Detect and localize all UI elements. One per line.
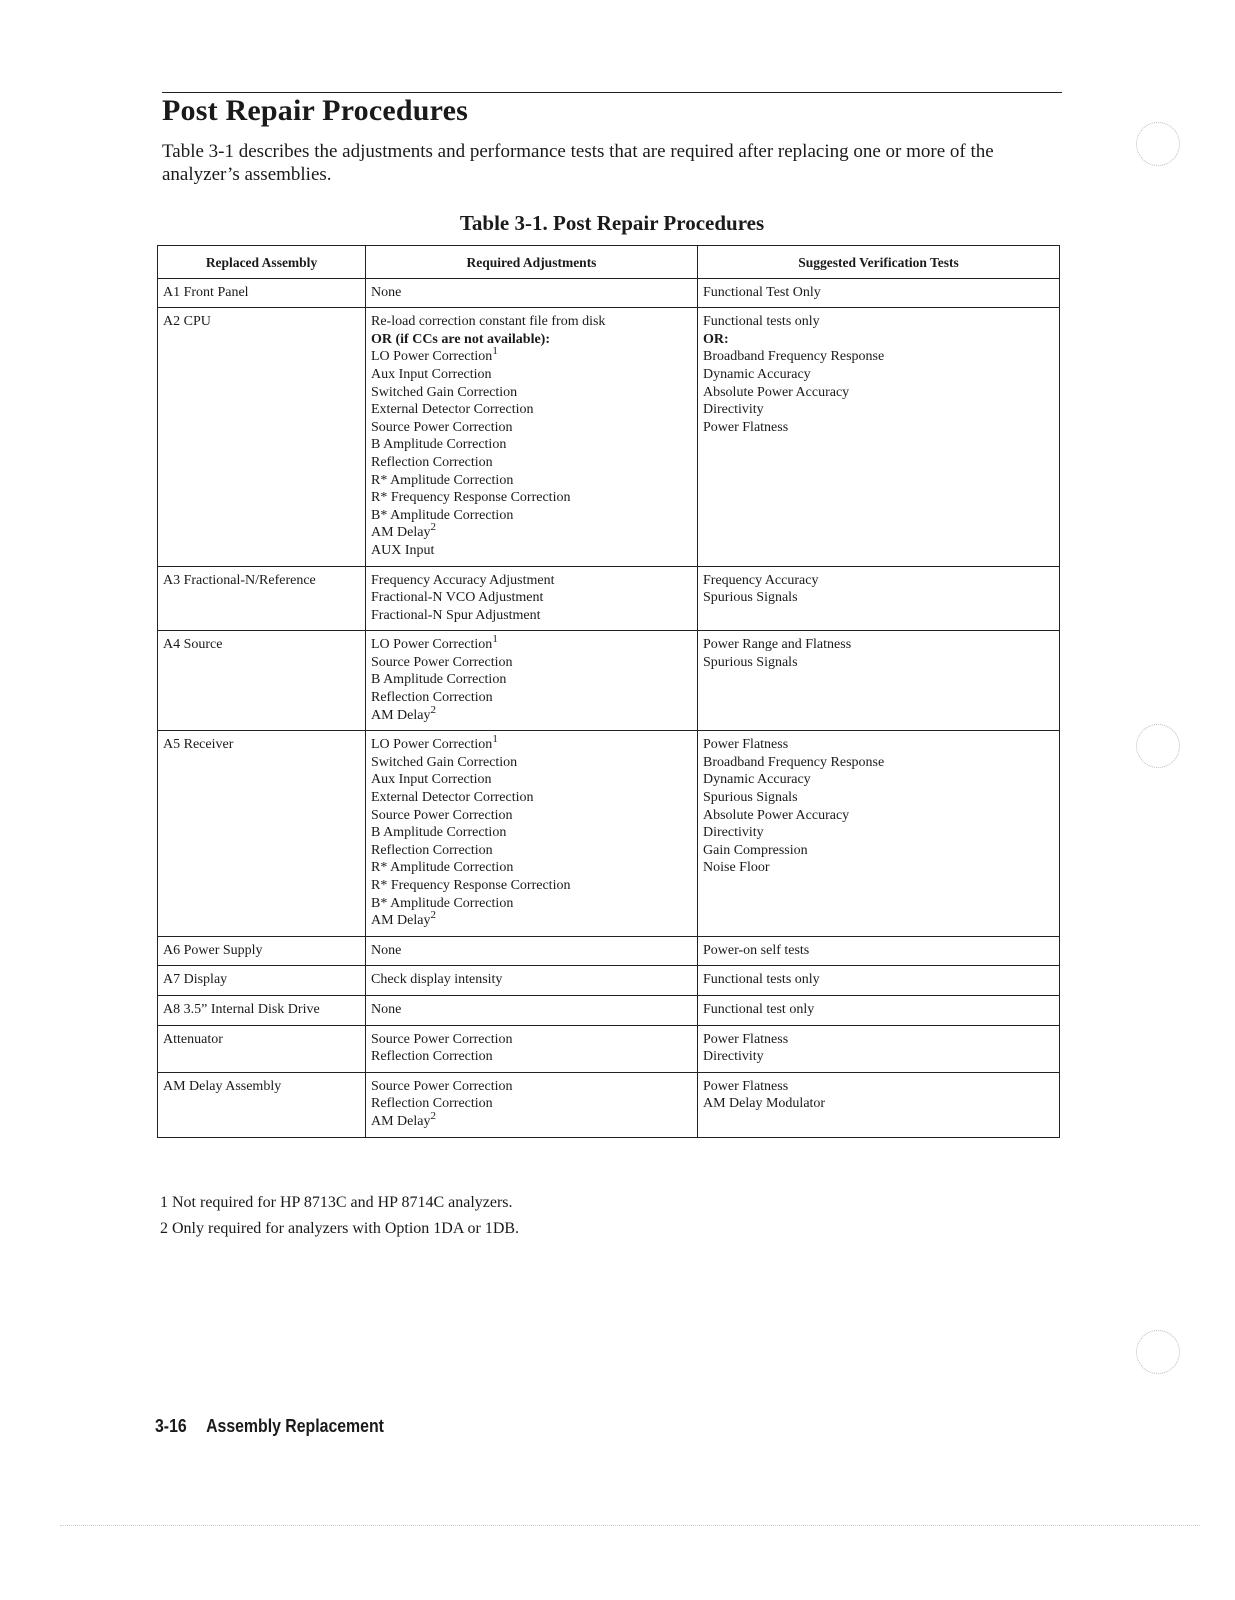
test-line bbox=[703, 771, 1054, 789]
footnote-ref: 2 bbox=[430, 1109, 436, 1122]
adjustment-line-text: LO Power Correction bbox=[371, 737, 493, 753]
adjustment-line-text: Switched Gain Correction bbox=[371, 384, 518, 400]
cell-verification-tests bbox=[698, 1025, 1060, 1072]
adjustment-line-text: Fractional-N Spur Adjustment bbox=[371, 607, 541, 623]
test-line-text: Broadband Frequency Response bbox=[703, 754, 885, 770]
test-line bbox=[703, 1048, 1054, 1066]
adjustment-line bbox=[371, 454, 692, 472]
scan-edge bbox=[60, 1525, 1200, 1526]
test-line bbox=[703, 1095, 1054, 1113]
adjustment-line-text: R* Frequency Response Correction bbox=[371, 878, 571, 893]
test-line bbox=[703, 572, 1054, 590]
test-line bbox=[703, 1078, 1054, 1096]
adjustment-line-text: R* Frequency Response Correction bbox=[371, 490, 571, 506]
test-line bbox=[703, 1001, 1054, 1019]
cell-replaced-assembly: A3 Fractional-N/Reference bbox=[158, 566, 366, 631]
adjustment-line-text: Aux Input Correction bbox=[371, 366, 492, 382]
test-line-text: Absolute Power Accuracy bbox=[703, 384, 850, 400]
adjustment-line bbox=[371, 807, 692, 825]
adjustment-line-text: B Amplitude Correction bbox=[371, 437, 507, 453]
adjustment-line-text: Re-load correction constant file from disk bbox=[371, 314, 606, 330]
adjustment-line-text: Reflection Correction bbox=[371, 842, 493, 858]
adjustment-line-text: AM Delay bbox=[371, 525, 431, 541]
adjustment-line-text: B Amplitude Correction bbox=[371, 672, 507, 688]
test-line bbox=[703, 419, 1054, 437]
test-line bbox=[703, 401, 1054, 419]
adjustment-line-text: Check display intensity bbox=[371, 972, 503, 988]
table-row bbox=[158, 308, 1060, 566]
test-line bbox=[703, 348, 1054, 366]
cell-required-adjustments bbox=[366, 278, 698, 308]
adjustment-line bbox=[371, 789, 692, 807]
adjustment-line bbox=[371, 842, 692, 860]
adjustment-line-text: Source Power Correction bbox=[371, 654, 513, 670]
cell-verification-tests bbox=[698, 566, 1060, 631]
test-line-text: Directivity bbox=[703, 825, 764, 841]
adjustment-line bbox=[371, 942, 692, 960]
table-header-row bbox=[158, 246, 1060, 279]
adjustment-line bbox=[371, 1001, 692, 1019]
test-line bbox=[703, 807, 1054, 825]
adjustment-line bbox=[371, 654, 692, 672]
table-row bbox=[158, 566, 1060, 631]
table-row bbox=[158, 1072, 1060, 1137]
footnote-2: 2 Only required for analyzers with Option 1DA or 1DB. bbox=[160, 1220, 520, 1237]
table-row bbox=[158, 631, 1060, 731]
footnote-ref: 1 bbox=[492, 633, 498, 646]
adjustment-line bbox=[371, 1078, 692, 1096]
test-line bbox=[703, 384, 1054, 402]
adjustment-line-text: Aux Input Correction bbox=[371, 772, 492, 788]
adjustment-line bbox=[371, 345, 692, 366]
test-line bbox=[703, 284, 1054, 302]
test-line bbox=[703, 654, 1054, 672]
adjustment-line bbox=[371, 284, 692, 302]
cell-verification-tests bbox=[698, 631, 1060, 731]
adjustment-line-text: None bbox=[371, 284, 402, 300]
footnote-1: 1 Not required for HP 8713C and HP 8714C analyzers. bbox=[160, 1194, 513, 1211]
cell-required-adjustments bbox=[366, 1025, 698, 1072]
adjustment-line-text: R* Amplitude Correction bbox=[371, 860, 514, 876]
adjustment-line bbox=[371, 521, 692, 542]
adjustment-line bbox=[371, 859, 692, 877]
test-line bbox=[703, 859, 1054, 877]
header-replaced-assembly: Replaced Assembly bbox=[158, 246, 366, 279]
test-line bbox=[703, 971, 1054, 989]
adjustment-line-text: Source Power Correction bbox=[371, 1031, 513, 1047]
adjustment-line-text: R* Amplitude Correction bbox=[371, 472, 514, 488]
table-caption: Table 3-1. Post Repair Procedures bbox=[459, 211, 765, 235]
footnote-ref: 2 bbox=[430, 909, 436, 922]
test-line-text: AM Delay Modulator bbox=[703, 1096, 826, 1112]
post-repair-table bbox=[157, 245, 1060, 1138]
adjustment-line-text: Reflection Correction bbox=[371, 454, 493, 470]
top-rule bbox=[162, 92, 1062, 93]
test-line-text: Broadband Frequency Response bbox=[703, 349, 885, 365]
test-line-text: Frequency Accuracy bbox=[703, 572, 819, 588]
cell-replaced-assembly: AM Delay Assembly bbox=[158, 1072, 366, 1137]
adjustment-line-text: LO Power Correction bbox=[371, 349, 493, 365]
adjustment-line-text: Source Power Correction bbox=[371, 1078, 513, 1094]
cell-replaced-assembly: A5 Receiver bbox=[158, 731, 366, 937]
cell-verification-tests bbox=[698, 308, 1060, 566]
cell-required-adjustments bbox=[366, 566, 698, 631]
adjustment-line-text: AM Delay bbox=[371, 707, 431, 723]
punch-hole bbox=[1136, 1330, 1180, 1374]
test-line bbox=[703, 636, 1054, 654]
test-line bbox=[703, 754, 1054, 772]
adjustment-line bbox=[371, 671, 692, 689]
adjustment-line-text: Reflection Correction bbox=[371, 690, 493, 706]
test-line bbox=[703, 789, 1054, 807]
adjustment-line bbox=[371, 542, 692, 560]
adjustment-line bbox=[371, 1048, 692, 1066]
test-line-text: Power Flatness bbox=[703, 737, 789, 753]
adjustment-line bbox=[371, 754, 692, 772]
cell-required-adjustments bbox=[366, 966, 698, 996]
adjustment-line bbox=[371, 384, 692, 402]
test-line-text: Dynamic Accuracy bbox=[703, 772, 811, 788]
adjustment-line-text: Source Power Correction bbox=[371, 807, 513, 823]
footnote-ref: 2 bbox=[430, 521, 436, 534]
test-line-text: Noise Floor bbox=[703, 860, 770, 876]
adjustment-line bbox=[371, 436, 692, 454]
adjustment-line bbox=[371, 1109, 692, 1131]
adjustment-line-text: Reflection Correction bbox=[371, 1096, 493, 1112]
punch-hole bbox=[1136, 724, 1180, 768]
test-line-text: Power Flatness bbox=[703, 419, 789, 435]
footnote-ref: 2 bbox=[430, 703, 436, 716]
footnotes bbox=[160, 1190, 519, 1242]
cell-replaced-assembly: A4 Source bbox=[158, 631, 366, 731]
cell-required-adjustments bbox=[366, 731, 698, 937]
adjustment-line bbox=[371, 572, 692, 590]
footnote-ref: 1 bbox=[492, 345, 498, 358]
test-line bbox=[703, 366, 1054, 384]
cell-required-adjustments bbox=[366, 936, 698, 966]
test-line-text: Functional tests only bbox=[703, 972, 820, 988]
test-line-text: Dynamic Accuracy bbox=[703, 366, 811, 382]
test-line-text: OR: bbox=[703, 331, 729, 347]
adjustment-line bbox=[371, 689, 692, 707]
adjustment-line-text: AM Delay bbox=[371, 1113, 431, 1129]
test-line-text: Spurious Signals bbox=[703, 790, 798, 806]
test-line bbox=[703, 1031, 1054, 1049]
test-line bbox=[703, 842, 1054, 860]
table-row bbox=[158, 966, 1060, 996]
adjustment-line bbox=[371, 607, 692, 625]
test-line bbox=[703, 331, 1054, 349]
adjustment-line bbox=[371, 1031, 692, 1049]
table-row bbox=[158, 936, 1060, 966]
cell-replaced-assembly: A1 Front Panel bbox=[158, 278, 366, 308]
adjustment-line bbox=[371, 419, 692, 437]
adjustment-line bbox=[371, 313, 692, 331]
adjustment-line bbox=[371, 877, 692, 895]
table-body bbox=[158, 278, 1060, 1137]
table-row bbox=[158, 1025, 1060, 1072]
adjustment-line bbox=[371, 971, 692, 989]
cell-verification-tests bbox=[698, 966, 1060, 996]
adjustment-line-text: Source Power Correction bbox=[371, 419, 513, 435]
intro-paragraph: Table 3-1 describes the adjustments and performance tests that are required after replacing one or more of the analyzer’s assemblies. bbox=[162, 141, 994, 185]
cell-verification-tests bbox=[698, 278, 1060, 308]
adjustment-line-text: External Detector Correction bbox=[371, 402, 534, 418]
section-name: Assembly Replacement bbox=[206, 1416, 384, 1436]
adjustment-line-text: Reflection Correction bbox=[371, 1049, 493, 1065]
adjustment-line-text: External Detector Correction bbox=[371, 790, 534, 806]
punch-hole bbox=[1136, 122, 1180, 166]
test-line-text: Power Flatness bbox=[703, 1031, 789, 1047]
cell-replaced-assembly: A2 CPU bbox=[158, 308, 366, 566]
test-line-text: Power Flatness bbox=[703, 1078, 789, 1094]
cell-required-adjustments bbox=[366, 308, 698, 566]
cell-verification-tests bbox=[698, 1072, 1060, 1137]
adjustment-line bbox=[371, 633, 692, 654]
adjustment-line bbox=[371, 733, 692, 754]
test-line bbox=[703, 824, 1054, 842]
cell-replaced-assembly: Attenuator bbox=[158, 1025, 366, 1072]
adjustment-line bbox=[371, 331, 692, 349]
test-line-text: Spurious Signals bbox=[703, 590, 798, 606]
test-line-text: Power Range and Flatness bbox=[703, 637, 852, 653]
page-footer bbox=[155, 1416, 384, 1437]
adjustment-line-text: OR (if CCs are not available): bbox=[371, 331, 550, 347]
cell-replaced-assembly: A8 3.5” Internal Disk Drive bbox=[158, 995, 366, 1025]
adjustment-line bbox=[371, 824, 692, 842]
test-line bbox=[703, 313, 1054, 331]
header-required-adjustments: Required Adjustments bbox=[366, 246, 698, 279]
test-line-text: Power-on self tests bbox=[703, 942, 810, 958]
test-line-text: Directivity bbox=[703, 402, 764, 418]
cell-required-adjustments bbox=[366, 995, 698, 1025]
test-line bbox=[703, 736, 1054, 754]
adjustment-line bbox=[371, 507, 692, 525]
adjustment-line-text: Frequency Accuracy Adjustment bbox=[371, 572, 555, 588]
cell-verification-tests bbox=[698, 731, 1060, 937]
adjustment-line-text: Switched Gain Correction bbox=[371, 754, 518, 770]
test-line-text: Functional test only bbox=[703, 1001, 815, 1017]
adjustment-line-text: B Amplitude Correction bbox=[371, 825, 507, 841]
page-number: 3-16 bbox=[155, 1416, 187, 1436]
adjustment-line-text: Fractional-N VCO Adjustment bbox=[371, 590, 544, 606]
test-line-text: Gain Compression bbox=[703, 842, 808, 858]
table-row bbox=[158, 278, 1060, 308]
adjustment-line bbox=[371, 472, 692, 490]
adjustment-line bbox=[371, 1095, 692, 1113]
cell-replaced-assembly: A7 Display bbox=[158, 966, 366, 996]
adjustment-line-text: B* Amplitude Correction bbox=[371, 507, 514, 523]
test-line-text: Functional Test Only bbox=[703, 284, 821, 300]
adjustment-line bbox=[371, 589, 692, 607]
adjustment-line bbox=[371, 703, 692, 725]
cell-verification-tests bbox=[698, 936, 1060, 966]
cell-required-adjustments bbox=[366, 631, 698, 731]
test-line-text: Functional tests only bbox=[703, 314, 820, 330]
cell-replaced-assembly: A6 Power Supply bbox=[158, 936, 366, 966]
adjustment-line-text: AM Delay bbox=[371, 913, 431, 929]
adjustment-line-text: LO Power Correction bbox=[371, 637, 493, 653]
test-line-text: Spurious Signals bbox=[703, 654, 798, 670]
adjustment-line bbox=[371, 401, 692, 419]
cell-required-adjustments bbox=[366, 1072, 698, 1137]
adjustment-line bbox=[371, 771, 692, 789]
header-suggested-tests: Suggested Verification Tests bbox=[698, 246, 1060, 279]
table-row bbox=[158, 995, 1060, 1025]
test-line bbox=[703, 942, 1054, 960]
adjustment-line-text: AUX Input bbox=[371, 542, 435, 558]
adjustment-line bbox=[371, 366, 692, 384]
adjustment-line-text: None bbox=[371, 942, 402, 958]
page-title: Post Repair Procedures bbox=[162, 94, 469, 127]
test-line-text: Absolute Power Accuracy bbox=[703, 807, 850, 823]
test-line bbox=[703, 589, 1054, 607]
test-line-text: Directivity bbox=[703, 1049, 764, 1065]
adjustment-line-text: None bbox=[371, 1001, 402, 1017]
cell-verification-tests bbox=[698, 995, 1060, 1025]
adjustment-line-text: B* Amplitude Correction bbox=[371, 895, 514, 911]
adjustment-line bbox=[371, 895, 692, 913]
table-row bbox=[158, 731, 1060, 937]
adjustment-line bbox=[371, 909, 692, 930]
adjustment-line bbox=[371, 489, 692, 507]
footnote-ref: 1 bbox=[492, 733, 498, 746]
